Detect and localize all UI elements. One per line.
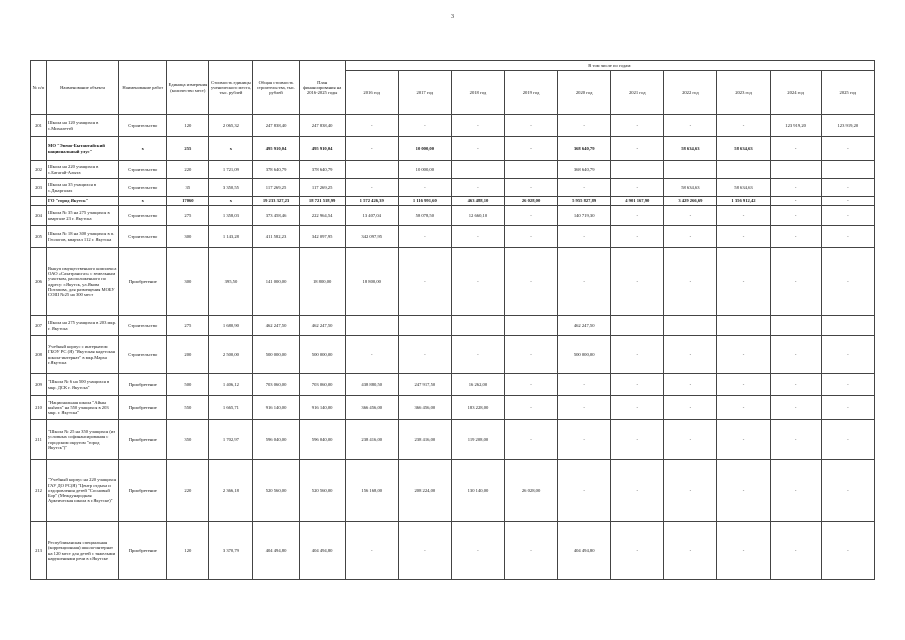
cell-year: 13 407,04 [345, 206, 398, 226]
cell-year: - [770, 336, 821, 374]
cell-unit: 2 065,32 [209, 115, 253, 137]
cell-no [31, 197, 47, 206]
cell-plan: 222 964,54 [299, 206, 345, 226]
cell-year: - [611, 336, 664, 374]
cell-year: - [821, 460, 874, 522]
cell-year [451, 316, 504, 336]
cell-year: - [821, 197, 874, 206]
table-row [31, 420, 875, 460]
cell-cap: 300 [167, 248, 209, 316]
cell-cap: 255 [167, 137, 209, 161]
table-row [31, 197, 875, 206]
cell-year: - [505, 420, 558, 460]
cell-year: 58 634,63 [664, 137, 717, 161]
cell-year: - [770, 460, 821, 522]
cell-year [821, 161, 874, 179]
header-by-years: В том числе по годам: [345, 61, 874, 71]
cell-year: - [611, 396, 664, 420]
cell-unit: 1 665,71 [209, 396, 253, 420]
cell-total: 916 140,00 [253, 396, 299, 420]
cell-year: 463 488,10 [451, 197, 504, 206]
cell-unit: 395,50 [209, 248, 253, 316]
cell-year: - [505, 396, 558, 420]
table-row [31, 522, 875, 580]
cell-year: - [770, 248, 821, 316]
cell-work: Строительство [119, 161, 167, 179]
cell-plan: 117 269,25 [299, 179, 345, 197]
cell-work: Приобретение [119, 248, 167, 316]
cell-year: - [505, 206, 558, 226]
cell-year: - [770, 197, 821, 206]
cell-unit: 2 500,00 [209, 336, 253, 374]
cell-year: - [717, 115, 770, 137]
cell-no: 201 [31, 115, 47, 137]
cell-total: 378 640,79 [253, 161, 299, 179]
cell-year: - [451, 336, 504, 374]
cell-year: - [770, 396, 821, 420]
cell-year: - [451, 115, 504, 137]
cell-year: 10 000,00 [398, 137, 451, 161]
cell-unit: 3 350,55 [209, 179, 253, 197]
cell-work: Строительство [119, 179, 167, 197]
table-row [31, 137, 875, 161]
cell-year [451, 161, 504, 179]
header-name: Наименование объекта [47, 61, 119, 115]
cell-name: Школа № 18 на 300 учащихся в п. Геологов, квартал 112 г. Якутска [47, 226, 119, 248]
header-year: 2020 год [558, 71, 611, 115]
cell-work: Строительство [119, 226, 167, 248]
table-row [31, 226, 875, 248]
cell-year: 10 000,00 [398, 161, 451, 179]
cell-year: - [611, 248, 664, 316]
cell-year: - [717, 420, 770, 460]
cell-year: - [664, 336, 717, 374]
cell-year: - [611, 115, 664, 137]
cell-plan: 462 247,50 [299, 316, 345, 336]
cell-name: МО "Эвено-Бытантайский национальный улус" [47, 137, 119, 161]
cell-work: Приобретение [119, 460, 167, 522]
cell-year: - [558, 226, 611, 248]
cell-cap: 120 [167, 115, 209, 137]
cell-year [664, 161, 717, 179]
cell-name: "Национальная школа "Айыы кыhата" на 550 учащихся в 203 мкр. г. Якутска" [47, 396, 119, 420]
cell-year: - [398, 226, 451, 248]
cell-year [611, 316, 664, 336]
cell-year: - [611, 137, 664, 161]
cell-year: - [770, 226, 821, 248]
cell-year: 18 800,00 [345, 248, 398, 316]
cell-year: 1 116 991,60 [398, 197, 451, 206]
cell-year: - [717, 460, 770, 522]
cell-cap: 35 [167, 179, 209, 197]
cell-no: 209 [31, 374, 47, 396]
cell-year: - [451, 137, 504, 161]
header-year: 2022 год [664, 71, 717, 115]
cell-year: - [717, 206, 770, 226]
cell-year: - [770, 374, 821, 396]
header-year: 2023 год [717, 71, 770, 115]
cell-unit: 2 366,18 [209, 460, 253, 522]
cell-cap: 500 [167, 374, 209, 396]
cell-cap: 350 [167, 420, 209, 460]
cell-year: - [451, 522, 504, 580]
table-row [31, 206, 875, 226]
cell-year: - [398, 522, 451, 580]
table-row [31, 396, 875, 420]
cell-year: - [664, 460, 717, 522]
cell-year: - [398, 179, 451, 197]
investment-table [30, 60, 875, 580]
cell-year: - [717, 248, 770, 316]
cell-year [611, 161, 664, 179]
cell-name: Школа на 220 учащихся в с.Батагай-Алыта [47, 161, 119, 179]
cell-year: 156 168,00 [345, 460, 398, 522]
cell-year: 123 919,20 [821, 115, 874, 137]
cell-cap: 200 [167, 336, 209, 374]
cell-year: - [770, 206, 821, 226]
cell-year: - [821, 420, 874, 460]
cell-name: ГО "город Якутск" [47, 197, 119, 206]
cell-year: 1 356 912,42 [717, 197, 770, 206]
cell-year: - [558, 248, 611, 316]
cell-year: - [717, 374, 770, 396]
cell-year: - [558, 374, 611, 396]
cell-year: - [821, 522, 874, 580]
cell-total: 411 582,23 [253, 226, 299, 248]
cell-name: Республиканская специальная (коррекционная) школа-интернат на 120 мест для детей с тяжелыми нарушениями речи в г.Якутске [47, 522, 119, 580]
cell-unit: 1 143,28 [209, 226, 253, 248]
cell-year [770, 161, 821, 179]
cell-year [345, 161, 398, 179]
cell-year: 247 917,50 [398, 374, 451, 396]
cell-no: 206 [31, 248, 47, 316]
cell-cap: 300 [167, 226, 209, 248]
cell-year: - [505, 374, 558, 396]
cell-year: - [345, 115, 398, 137]
cell-year: - [611, 226, 664, 248]
cell-cap: 220 [167, 460, 209, 522]
cell-year: - [505, 522, 558, 580]
cell-year: - [717, 522, 770, 580]
cell-unit: x [209, 137, 253, 161]
cell-year: 58 634,63 [717, 137, 770, 161]
cell-cap: 275 [167, 206, 209, 226]
cell-year: - [505, 226, 558, 248]
cell-unit: 1 680,90 [209, 316, 253, 336]
cell-total: 596 040,00 [253, 420, 299, 460]
cell-no: 213 [31, 522, 47, 580]
cell-no: 203 [31, 179, 47, 197]
cell-cap: 220 [167, 161, 209, 179]
header-year: 2019 год [505, 71, 558, 115]
cell-year: - [664, 374, 717, 396]
cell-name: Учебный корпус с интернатом ГБОУ РС (Я) "Якутская кадетская школа-интернат" в мкр.Марха г.Якутска [47, 336, 119, 374]
cell-year: - [664, 420, 717, 460]
cell-work: x [119, 197, 167, 206]
cell-year: - [664, 396, 717, 420]
table-row [31, 316, 875, 336]
cell-year: - [398, 115, 451, 137]
cell-year: 342 097,95 [345, 226, 398, 248]
cell-year: - [451, 226, 504, 248]
cell-year: 500 000,00 [558, 336, 611, 374]
cell-plan: 404 494,80 [299, 522, 345, 580]
cell-year: - [664, 522, 717, 580]
cell-total: 495 910,04 [253, 137, 299, 161]
cell-year [717, 161, 770, 179]
cell-year: - [558, 420, 611, 460]
cell-work: Приобретение [119, 522, 167, 580]
cell-year: 1 572 426,39 [345, 197, 398, 206]
cell-year: - [717, 226, 770, 248]
cell-year: - [611, 374, 664, 396]
cell-plan: 520 560,00 [299, 460, 345, 522]
cell-year: - [505, 248, 558, 316]
cell-year [664, 316, 717, 336]
cell-year: - [664, 226, 717, 248]
cell-plan: 916 140,00 [299, 396, 345, 420]
cell-year: - [558, 179, 611, 197]
cell-year: 5 955 827,89 [558, 197, 611, 206]
cell-work: Строительство [119, 115, 167, 137]
cell-plan: 500 000,00 [299, 336, 345, 374]
cell-no: 202 [31, 161, 47, 179]
cell-unit: 1 406,12 [209, 374, 253, 396]
cell-name: Школа на 275 учащихся в 203 мкр. г. Якутска [47, 316, 119, 336]
cell-year: - [398, 248, 451, 316]
cell-total: 500 000,00 [253, 336, 299, 374]
cell-year: - [558, 396, 611, 420]
cell-total: 141 000,00 [253, 248, 299, 316]
cell-year: - [717, 336, 770, 374]
cell-unit: 1 721,09 [209, 161, 253, 179]
cell-year: - [821, 336, 874, 374]
cell-year: - [451, 248, 504, 316]
cell-plan: 596 040,00 [299, 420, 345, 460]
header-capacity: Единица измерения (количество мест) [167, 61, 209, 115]
cell-year [505, 161, 558, 179]
cell-year: 58 078,50 [398, 206, 451, 226]
cell-no: 211 [31, 420, 47, 460]
cell-work: Приобретение [119, 396, 167, 420]
cell-year: - [345, 522, 398, 580]
cell-year: 462 247,50 [558, 316, 611, 336]
cell-plan: 378 640,79 [299, 161, 345, 179]
cell-no [31, 137, 47, 161]
cell-year: - [345, 336, 398, 374]
cell-cap: 275 [167, 316, 209, 336]
cell-year: 3 429 266,69 [664, 197, 717, 206]
cell-year: 368 640,79 [558, 137, 611, 161]
cell-year: 404 494,80 [558, 522, 611, 580]
cell-year: 119 208,00 [451, 420, 504, 460]
cell-year: 368 640,79 [558, 161, 611, 179]
cell-unit: x [209, 197, 253, 206]
cell-plan: 703 060,00 [299, 374, 345, 396]
cell-year: - [821, 248, 874, 316]
cell-year: 183 228,00 [451, 396, 504, 420]
cell-year: 238 416,00 [398, 420, 451, 460]
cell-year: - [611, 522, 664, 580]
cell-year [770, 316, 821, 336]
cell-year: 26 028,00 [505, 460, 558, 522]
cell-year: - [611, 179, 664, 197]
cell-plan: 18 721 518,99 [299, 197, 345, 206]
cell-name: "Школа № 6 на 500 учащихся в мкр. ДСК г. Якутска" [47, 374, 119, 396]
cell-plan: 495 910,04 [299, 137, 345, 161]
cell-year: - [505, 115, 558, 137]
cell-year: 26 028,00 [505, 197, 558, 206]
cell-year: - [345, 137, 398, 161]
header-year: 2018 год [451, 71, 504, 115]
cell-no: 204 [31, 206, 47, 226]
cell-cap: 120 [167, 522, 209, 580]
cell-plan: 342 097,95 [299, 226, 345, 248]
table-row [31, 115, 875, 137]
header-year: 2025 год [821, 71, 874, 115]
cell-year: 130 140,00 [451, 460, 504, 522]
cell-year [345, 316, 398, 336]
cell-year: - [664, 206, 717, 226]
cell-cap: 550 [167, 396, 209, 420]
cell-total: 19 233 327,23 [253, 197, 299, 206]
cell-year: 208 224,00 [398, 460, 451, 522]
cell-work: Строительство [119, 316, 167, 336]
header-year: 2016 год [345, 71, 398, 115]
cell-year: 366 456,00 [345, 396, 398, 420]
cell-cap: 17060 [167, 197, 209, 206]
cell-year: - [451, 179, 504, 197]
cell-total: 520 560,00 [253, 460, 299, 522]
cell-no: 207 [31, 316, 47, 336]
cell-year: - [505, 179, 558, 197]
cell-year: 16 262,00 [451, 374, 504, 396]
table-row [31, 248, 875, 316]
cell-year: - [770, 137, 821, 161]
cell-year: 12 660,10 [451, 206, 504, 226]
cell-total: 703 060,00 [253, 374, 299, 396]
cell-total: 404 494,80 [253, 522, 299, 580]
cell-no: 208 [31, 336, 47, 374]
cell-total: 247 838,40 [253, 115, 299, 137]
cell-year: 58 634,63 [717, 179, 770, 197]
cell-year: - [821, 226, 874, 248]
cell-name: Выкуп имущественного комплекса ОАО «Сахатрансгаз» с земельным участком, расположенного по адресу: г.Якутск, ул.Якова Потапова, для размещения МОБУ СОШ №25 на 300 мест [47, 248, 119, 316]
cell-year: - [611, 420, 664, 460]
cell-year: - [770, 420, 821, 460]
cell-year: - [770, 179, 821, 197]
table-row [31, 161, 875, 179]
header-total-cost: Общая стоимость строительства, тыс. рублей [253, 61, 299, 115]
cell-year: 238 416,00 [345, 420, 398, 460]
cell-year: - [611, 460, 664, 522]
cell-work: x [119, 137, 167, 161]
table-row [31, 336, 875, 374]
cell-unit: 3 370,79 [209, 522, 253, 580]
cell-plan: 18 800,00 [299, 248, 345, 316]
cell-year: - [398, 336, 451, 374]
cell-plan: 247 838,40 [299, 115, 345, 137]
header-plan: План финансирования на 2016-2025 годы [299, 61, 345, 115]
cell-name: Школа на 120 учащихся в с.Михалеттй [47, 115, 119, 137]
cell-year: - [821, 179, 874, 197]
cell-year [398, 316, 451, 336]
cell-year: - [345, 179, 398, 197]
cell-work: Строительство [119, 206, 167, 226]
header-year: 2017 год [398, 71, 451, 115]
cell-unit: 1 358,03 [209, 206, 253, 226]
cell-year: - [821, 137, 874, 161]
cell-year: - [821, 206, 874, 226]
cell-no: 212 [31, 460, 47, 522]
cell-year: - [611, 206, 664, 226]
cell-year [821, 316, 874, 336]
cell-name: Школа № 35 на 275 учащихся в квартале 23 г. Якутска [47, 206, 119, 226]
header-work: Наименование работ [119, 61, 167, 115]
cell-total: 462 247,50 [253, 316, 299, 336]
cell-year: 140 719,30 [558, 206, 611, 226]
cell-name: "Учебный корпус на 220 учащихся ГАУ ДО РС(Я) "Центр отдыха и оздоровления детей "Сосновый Бор" (Международная Арктическая школа в г.Якутске)" [47, 460, 119, 522]
cell-work: Приобретение [119, 420, 167, 460]
cell-year: - [821, 374, 874, 396]
cell-year: 4 901 167,90 [611, 197, 664, 206]
cell-work: Строительство [119, 336, 167, 374]
cell-year: - [664, 248, 717, 316]
table-row [31, 460, 875, 522]
page-number: 3 [451, 14, 454, 20]
cell-year: - [821, 396, 874, 420]
cell-year: 123 919,20 [770, 115, 821, 137]
header-year: 2021 год [611, 71, 664, 115]
cell-year: - [558, 460, 611, 522]
cell-year: - [505, 336, 558, 374]
cell-year [505, 316, 558, 336]
header-no: № п/п [31, 61, 47, 115]
cell-year: - [558, 115, 611, 137]
cell-year: - [717, 396, 770, 420]
cell-year: - [664, 115, 717, 137]
cell-year: 366 456,00 [398, 396, 451, 420]
cell-total: 373 458,46 [253, 206, 299, 226]
cell-year: - [770, 522, 821, 580]
cell-year: - [505, 137, 558, 161]
table-row [31, 179, 875, 197]
cell-no: 210 [31, 396, 47, 420]
cell-year [717, 316, 770, 336]
cell-year: 438 880,50 [345, 374, 398, 396]
cell-year: 58 634,63 [664, 179, 717, 197]
cell-no: 205 [31, 226, 47, 248]
cell-unit: 1 702,97 [209, 420, 253, 460]
cell-name: Школа на 35 учащихся в с.Джаргалах [47, 179, 119, 197]
header-unit-cost: Стоимость единицы ученического места, тыс. рублей [209, 61, 253, 115]
cell-total: 117 269,25 [253, 179, 299, 197]
cell-work: Приобретение [119, 374, 167, 396]
header-year: 2024 год [770, 71, 821, 115]
table-row [31, 374, 875, 396]
cell-name: "Школа № 25 на 350 учащихся (из условных софинансирования с городским округом "город Якутск")" [47, 420, 119, 460]
